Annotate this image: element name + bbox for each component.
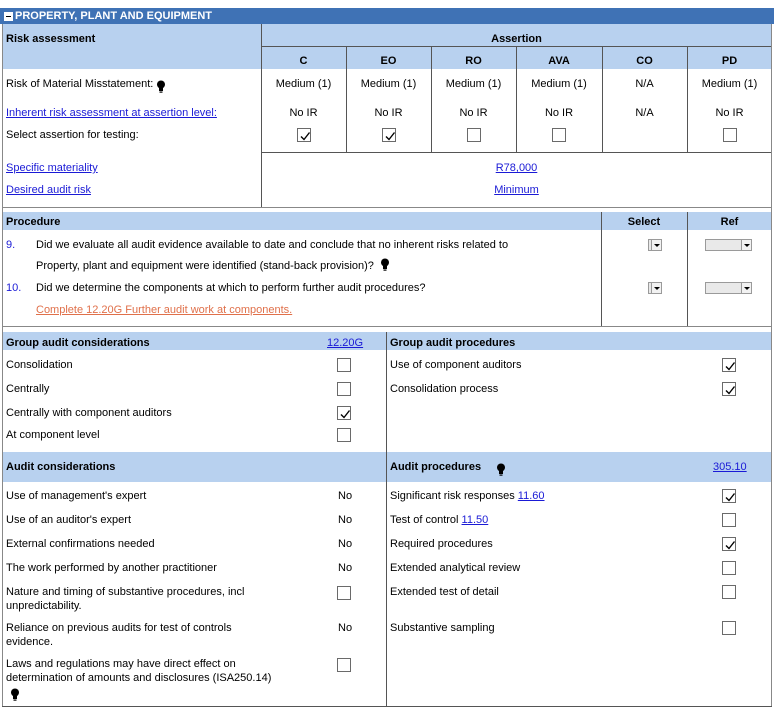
procedure-10-number: 10. [6, 282, 22, 294]
rmm-label: Risk of Material Misstatement: [6, 78, 154, 90]
assertion-col-eo: EO [380, 55, 397, 67]
inherent-value-pd: No IR [715, 107, 744, 119]
rmm-value-ro: Medium (1) [445, 78, 502, 90]
inherent-risk-link[interactable]: Inherent risk assessment at assertion level: [6, 107, 217, 119]
complete-12-20g-link[interactable]: Complete 12.20G Further audit work at components. [36, 304, 293, 316]
inherent-value-ro: No IR [459, 107, 488, 119]
audit-procedure-checkbox[interactable] [722, 537, 736, 551]
select-assertion-ava-checkbox[interactable] [552, 128, 566, 142]
lightbulb-icon[interactable] [156, 80, 166, 93]
rmm-value-pd: Medium (1) [701, 78, 758, 90]
audit-procedure-checkbox[interactable] [722, 621, 736, 635]
rmm-value-c: Medium (1) [275, 78, 332, 90]
audit-consideration-value: No [338, 490, 353, 502]
collapse-icon[interactable] [4, 12, 13, 21]
group-consideration-label: Centrally with component auditors [6, 407, 172, 419]
assertion-col-c: C [299, 55, 308, 67]
specific-materiality-link[interactable]: Specific materiality [6, 162, 98, 174]
assertion-col-ro: RO [465, 55, 482, 67]
assertion-heading: Assertion [491, 33, 542, 45]
audit-consideration-label-cont: unpredictability. [6, 600, 82, 612]
procedure-9-text-2: Property, plant and equipment were identified (stand-back provision)? [36, 260, 374, 272]
lightbulb-icon[interactable] [496, 463, 506, 476]
procedure-10-text: Did we determine the components at which to perform further audit procedures? [36, 282, 426, 294]
audit-consideration-label: Reliance on previous audits for test of controls [6, 622, 232, 634]
audit-consideration-value: No [338, 514, 353, 526]
inherent-value-c: No IR [289, 107, 318, 119]
ref-dropdown-9[interactable] [705, 239, 752, 251]
audit-consideration-label: Nature and timing of substantive procedures, incl [6, 586, 245, 598]
audit-procedure-item [390, 622, 495, 634]
audit-procedure-label: Significant risk responses [390, 490, 515, 502]
audit-consideration-value: No [338, 562, 353, 574]
audit-procedure-checkbox[interactable] [722, 585, 736, 599]
select-assertion-ro-checkbox[interactable] [467, 128, 481, 142]
risk-assessment-heading: Risk assessment [6, 33, 96, 45]
audit-procedure-item [390, 538, 493, 550]
assertion-col-ava: AVA [548, 55, 570, 67]
audit-procedure-item [390, 562, 520, 574]
audit-consideration-label: Use of management's expert [6, 490, 147, 502]
group-consideration-checkbox[interactable] [337, 406, 351, 420]
group-consideration-checkbox[interactable] [337, 428, 351, 442]
lightbulb-icon[interactable] [380, 258, 390, 271]
audit-procedure-checkbox[interactable] [722, 513, 736, 527]
select-dropdown-9[interactable] [648, 239, 662, 251]
procedure-heading: Procedure [6, 216, 61, 228]
audit-consideration-checkbox[interactable] [337, 586, 351, 600]
audit-procedure-item [390, 514, 488, 526]
group-procedure-checkbox[interactable] [722, 382, 736, 396]
group-considerations-heading: Group audit considerations [6, 337, 150, 349]
group-consideration-checkbox[interactable] [337, 358, 351, 372]
audit-procedure-checkbox[interactable] [722, 489, 736, 503]
chevron-down-icon [651, 240, 661, 250]
section-title: PROPERTY, PLANT AND EQUIPMENT [15, 10, 212, 22]
ref-dropdown-10[interactable] [705, 282, 752, 294]
select-assertion-eo-checkbox[interactable] [382, 128, 396, 142]
audit-considerations-heading: Audit considerations [6, 461, 116, 473]
audit-procedure-ref-link[interactable]: 11.60 [517, 490, 545, 502]
rmm-value-ava: Medium (1) [531, 78, 587, 90]
audit-procedure-label: Required procedures [390, 538, 493, 550]
audit-consideration-label: External confirmations needed [6, 538, 155, 550]
group-consideration-label: Consolidation [6, 359, 73, 371]
audit-procedure-checkbox[interactable] [722, 561, 736, 575]
select-assertion-c-checkbox[interactable] [297, 128, 311, 142]
audit-procedures-heading: Audit procedures [390, 461, 482, 473]
procedure-9-number: 9. [6, 239, 16, 251]
chevron-down-icon [651, 283, 661, 293]
audit-procedure-label: Substantive sampling [390, 622, 495, 634]
inherent-value-ava: No IR [544, 107, 574, 119]
ref-heading: Ref [720, 216, 739, 228]
select-dropdown-10[interactable] [648, 282, 662, 294]
audit-procedure-ref-link[interactable]: 11.50 [461, 514, 489, 526]
select-assertion-pd-checkbox[interactable] [723, 128, 737, 142]
select-heading: Select [627, 216, 661, 228]
group-procedure-checkbox[interactable] [722, 358, 736, 372]
rmm-value-eo: Medium (1) [360, 78, 417, 90]
audit-consideration-label: Laws and regulations may have direct effect on [6, 658, 236, 670]
audit-consideration-label: Use of an auditor's expert [6, 514, 132, 526]
group-procedure-label: Consolidation process [390, 383, 499, 395]
audit-procedure-label: Test of control [390, 514, 459, 526]
chevron-down-icon [741, 283, 751, 293]
audit-procedures-ref-link[interactable]: 305.10 [713, 461, 747, 473]
inherent-value-co: N/A [635, 107, 654, 119]
inherent-value-eo: No IR [374, 107, 403, 119]
group-procedure-label: Use of component auditors [390, 359, 522, 371]
section-header [0, 8, 774, 24]
desired-audit-risk-link[interactable]: Desired audit risk [6, 184, 91, 196]
audit-consideration-label-cont: determination of amounts and disclosures (ISA250.14) [6, 672, 272, 684]
audit-procedure-item [390, 490, 545, 502]
audit-procedure-label: Extended test of detail [390, 586, 499, 598]
audit-procedure-label: Extended analytical review [390, 562, 521, 574]
audit-consideration-label-cont: evidence. [6, 636, 54, 648]
assertion-col-pd: PD [721, 55, 738, 67]
audit-consideration-checkbox[interactable] [337, 658, 351, 672]
group-consideration-label: At component level [6, 429, 100, 441]
procedure-9-text-1: Did we evaluate all audit evidence available to date and conclude that no inherent risks related to [36, 239, 509, 251]
audit-procedure-item [390, 586, 499, 598]
group-considerations-ref-link[interactable]: 12.20G [327, 337, 364, 349]
audit-risk-value-link[interactable]: Minimum [494, 184, 539, 196]
lightbulb-icon[interactable] [10, 688, 20, 701]
materiality-value-link[interactable]: R78,000 [495, 162, 538, 174]
select-assertion-label: Select assertion for testing: [6, 129, 139, 141]
audit-consideration-value: No [338, 538, 353, 550]
audit-header-bg [2, 452, 772, 482]
rmm-value-co: N/A [635, 78, 654, 90]
audit-consideration-label: The work performed by another practitioner [6, 562, 217, 574]
assertion-col-co: CO [636, 55, 653, 67]
audit-consideration-value: No [338, 622, 353, 634]
group-procedures-heading: Group audit procedures [390, 337, 516, 349]
group-consideration-checkbox[interactable] [337, 382, 351, 396]
group-consideration-label: Centrally [6, 383, 50, 395]
chevron-down-icon [741, 240, 751, 250]
